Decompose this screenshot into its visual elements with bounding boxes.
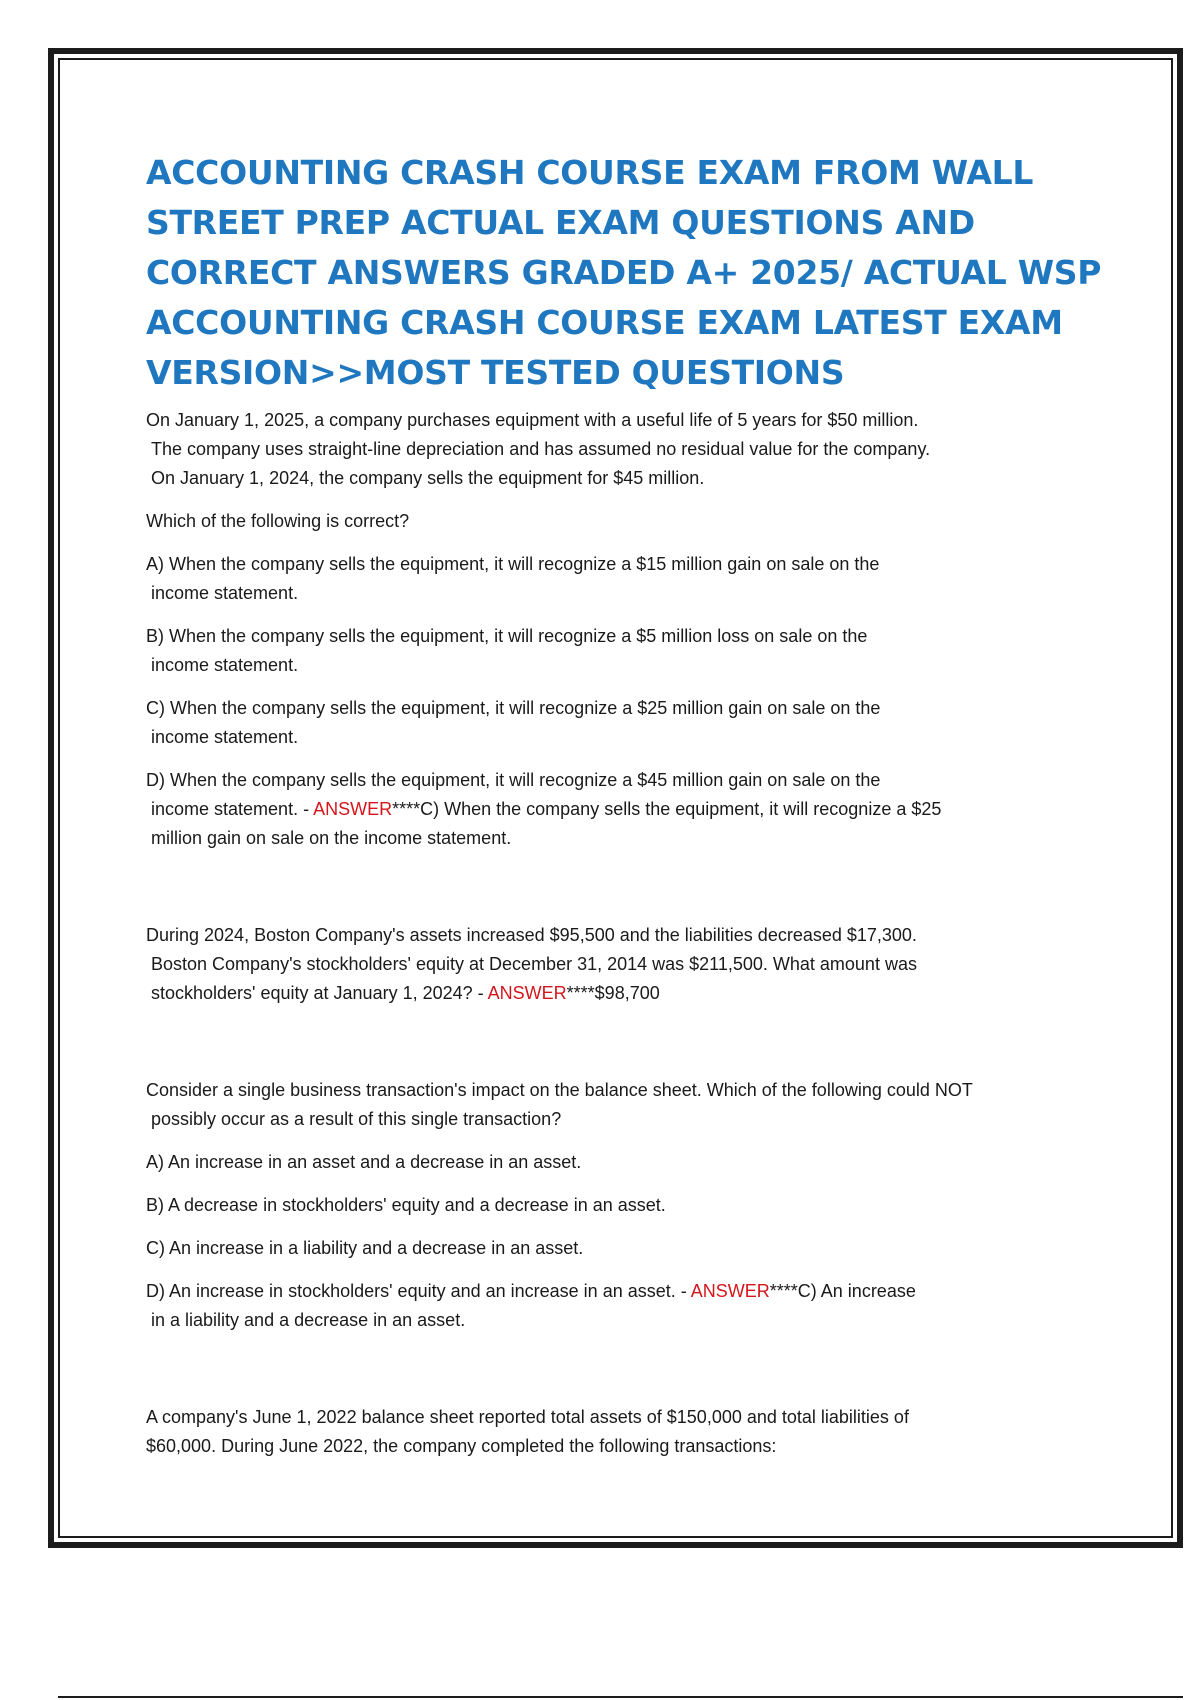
question-4	[146, 1403, 1106, 1461]
question-3-stem-line-1: Consider a single business transaction's impact on the balance sheet. Which of the following could NOT	[146, 1080, 973, 1100]
option-b-line-2: income statement.	[151, 655, 299, 675]
question-3-option-b	[146, 1191, 1106, 1220]
answer-text: ****$98,700	[566, 983, 660, 1003]
question-3	[146, 1076, 1106, 1134]
option-d-line-1-text: D) An increase in stockholders' equity and an increase in an asset. -	[146, 1281, 691, 1301]
option-d-line-2: in a liability and a decrease in an asset.	[151, 1310, 466, 1330]
option-d-line-2-text: income statement. -	[151, 799, 314, 819]
answer-label: ANSWER	[690, 1281, 770, 1301]
question-2-line-3-text: stockholders' equity at January 1, 2024? -	[151, 983, 488, 1003]
option-c-line-1: C) When the company sells the equipment, it will recognize a $25 million gain on sale on the	[146, 698, 881, 718]
answer-text: ****C) An increase	[769, 1281, 916, 1301]
option-d-line-3: million gain on sale on the income statement.	[151, 828, 512, 848]
option-c-line-2: income statement.	[151, 727, 299, 747]
question-2	[146, 921, 1106, 1008]
question-1	[146, 406, 1106, 493]
question-1-prompt: Which of the following is correct?	[146, 511, 410, 531]
question-1-prompt-block	[146, 507, 1106, 536]
question-4-line-1: A company's June 1, 2022 balance sheet reported total assets of $150,000 and total liabilities of	[146, 1407, 909, 1427]
option-b-line-1: B) When the company sells the equipment, it will recognize a $5 million loss on sale on the	[146, 626, 868, 646]
question-1-stem-line-1: On January 1, 2025, a company purchases equipment with a useful life of 5 years for $50 million.	[146, 410, 919, 430]
question-3-option-c	[146, 1234, 1106, 1263]
question-3-option-d	[146, 1277, 1106, 1335]
option-d-line-1	[146, 1281, 916, 1301]
answer-label: ANSWER	[487, 983, 567, 1003]
question-3-stem-line-2: possibly occur as a result of this single transaction?	[151, 1109, 562, 1129]
document-title: ACCOUNTING CRASH COURSE EXAM FROM WALL STREET PREP ACTUAL EXAM QUESTIONS AND CORRECT ANSWERS GRADED A+ 2025/ ACTUAL WSP ACCOUNTING CRASH COURSE EXAM LATEST EXAM VERSION>>MOST TESTED QUESTIONS	[146, 153, 1102, 392]
option-d-line-1: D) When the company sells the equipment, it will recognize a $45 million gain on sale on the	[146, 770, 881, 790]
question-1-option-a	[146, 550, 1106, 608]
answer-text: ****C) When the company sells the equipment, it will recognize a $25	[392, 799, 942, 819]
option-a-text: A) An increase in an asset and a decrease in an asset.	[146, 1152, 582, 1172]
question-1-option-b	[146, 622, 1106, 680]
question-1-stem-line-3: On January 1, 2024, the company sells the equipment for $45 million.	[151, 468, 705, 488]
footer-divider	[58, 1696, 1183, 1698]
question-2-line-2: Boston Company's stockholders' equity at December 31, 2014 was $211,500. What amount was	[151, 954, 917, 974]
question-1-stem	[146, 406, 1106, 493]
option-a-line-1: A) When the company sells the equipment, it will recognize a $15 million gain on sale on the	[146, 554, 880, 574]
question-1-option-c	[146, 694, 1106, 752]
option-a-line-2: income statement.	[151, 583, 299, 603]
answer-label: ANSWER	[313, 799, 393, 819]
option-c-text: C) An increase in a liability and a decrease in an asset.	[146, 1238, 584, 1258]
question-4-line-2: $60,000. During June 2022, the company completed the following transactions:	[146, 1436, 777, 1456]
option-b-text: B) A decrease in stockholders' equity and a decrease in an asset.	[146, 1195, 666, 1215]
question-1-stem-line-2: The company uses straight-line depreciation and has assumed no residual value for the company.	[151, 439, 931, 459]
question-1-option-d	[146, 766, 1106, 853]
document-body	[146, 148, 1106, 1475]
question-2-line-3	[146, 979, 1106, 1008]
question-3-option-a	[146, 1148, 1106, 1177]
question-2-line-1: During 2024, Boston Company's assets increased $95,500 and the liabilities decreased $17,300.	[146, 925, 917, 945]
option-d-line-2	[146, 795, 1106, 824]
